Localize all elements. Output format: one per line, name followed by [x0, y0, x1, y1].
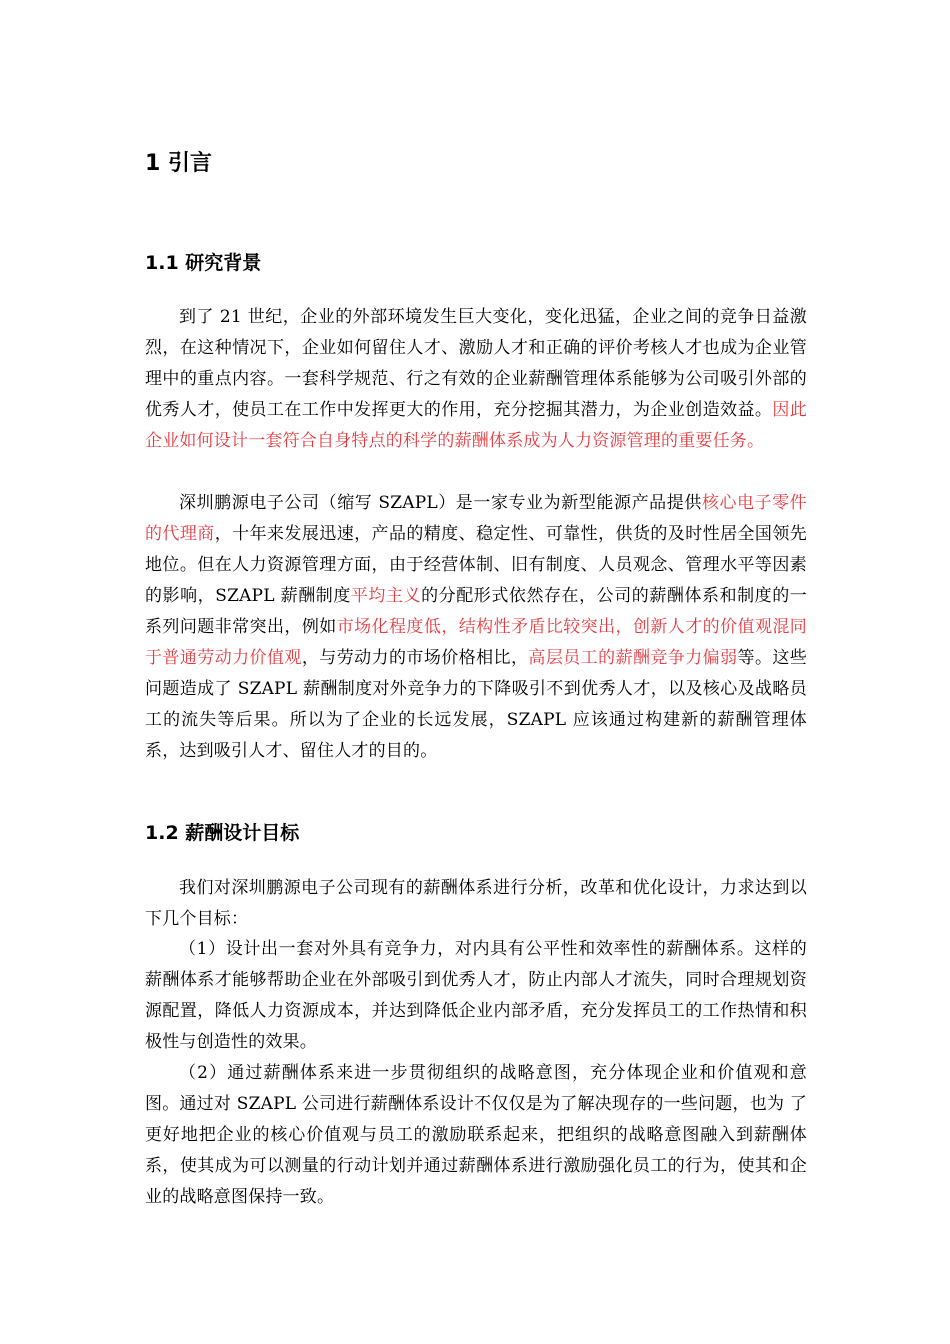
text-run: 深圳鹏源电子公司（缩写 SZAPL）是一家专业为新型能源产品提供 — [179, 493, 702, 513]
text-run: 等。这些问题造成了 SZAPL 薪酬制度对外竞争力的下降吸引不到优秀人才，以及核心及战略员工的流失等后果。所以为了企业的长远发展，SZAPL 应该通过构建新的薪酬管理体系，达到吸引人才、留住人才的目的。 — [145, 648, 807, 761]
paragraph-goal-2: （2）通过薪酬体系来进一步贯彻组织的战略意图，充分体现企业和价值观和意图。通过对 SZAPL 公司进行薪酬体系设计不仅仅是为了解决现存的一些问题，也为 了更好地把企业的核心价值观与员工的激励联系起来，把组织的战略意图融入到薪酬体系，使其成为可以测量的行动计划并通过薪酬体系进行激励强化员工的行为，使其和企业的战略意图保持一致。 — [145, 1063, 807, 1207]
paragraph-goals-intro: 我们对深圳鹏源电子公司现有的薪酬体系进行分析，改革和优化设计，力求达到以下几个目标： — [145, 878, 807, 929]
text-run: ，十年来发展迅速，产品的精度、稳定性、可靠性，供货的及时性居全国领先地位。但在人力资源管理方面，由于经营体制、旧有制度、人员观念、管理水平等因素的影响，SZAPL 薪酬制度 — [145, 524, 807, 606]
text-run: 的分配形式依然存在，公司的薪酬体系和制度的一系列问题非常突出，例如 — [145, 586, 807, 637]
highlighted-text: 市场化程度低，结构性矛盾比较突出，创新人才的价值观混同于普通劳动力价值观 — [145, 617, 807, 668]
paragraph-background-2 — [145, 488, 807, 767]
section-heading-compensation-goals: 1.2 薪酬设计目标 — [145, 822, 300, 844]
section-heading-research-background: 1.1 研究背景 — [145, 252, 262, 274]
text-run: ，与劳动力的市场价格相比， — [301, 648, 529, 668]
highlighted-text: 平均主义 — [350, 586, 422, 606]
paragraph-goal-1: （1）设计出一套对外具有竞争力，对内具有公平性和效率性的薪酬体系。这样的薪酬体系才能够帮助企业在外部吸引到优秀人才，防止内部人才流失，同时合理规划资源配置，降低人力资源成本，并达到降低企业内部矛盾，充分发挥员工的工作热情和积极性与创造性的效果。 — [145, 939, 807, 1052]
paragraph-background-1 — [145, 302, 807, 457]
text-run: 到了 21 世纪，企业的外部环境发生巨大变化，变化迅猛，企业之间的竞争日益激烈，在这种情况下，企业如何留住人才、激励人才和正确的评价考核人才也成为企业管理中的重点内容。一套科学规范、行之有效的企业薪酬管理体系能够为公司吸引外部的优秀人才，使员工在工作中发挥更大的作用，充分挖掘其潜力，为企业创造效益。 — [145, 307, 807, 420]
highlighted-text: 高层员工的薪酬竞争力偏弱 — [528, 648, 738, 668]
chapter-title: 1 引言 — [145, 151, 212, 176]
highlighted-text: 核心电子零件的代理商 — [145, 493, 808, 544]
highlighted-text: 因此企业如何设计一套符合自身特点的科学的薪酬体系成为人力资源管理的重要任务。 — [145, 400, 808, 451]
